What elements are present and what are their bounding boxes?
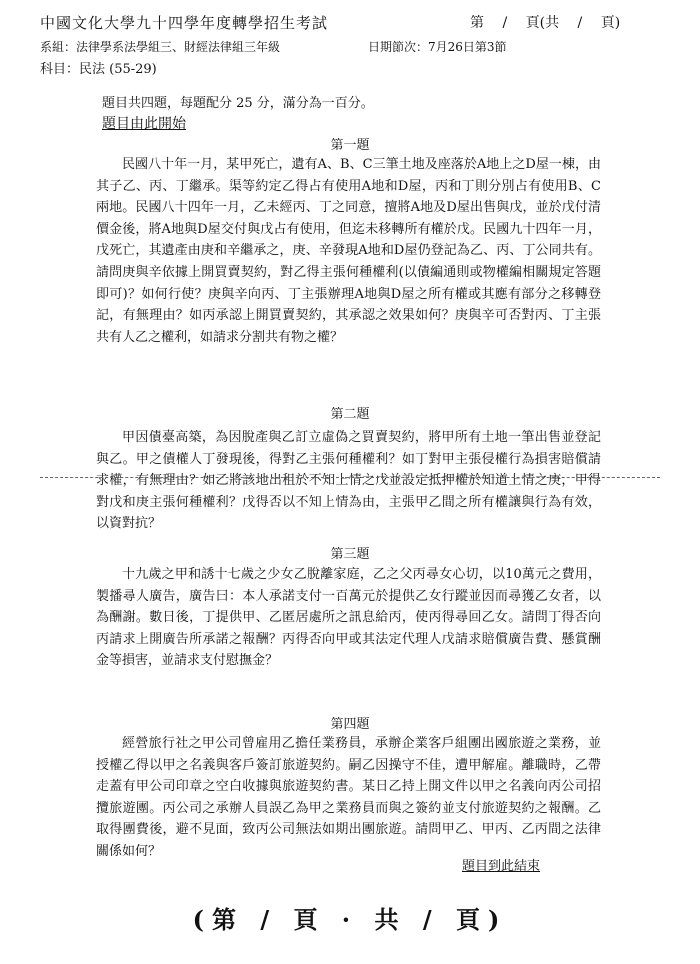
question-3-title: 第三題 bbox=[330, 547, 370, 562]
scoring-note: 題目共四題，每題配分 25 分，滿分為一百分。 bbox=[102, 96, 374, 111]
scan-artifact-line bbox=[40, 477, 660, 478]
date-period-label: 日期節次：7月26日第3節 bbox=[368, 40, 507, 54]
page-indicator: 第 / 頁(共 / 頁) bbox=[470, 15, 621, 31]
question-3-text: 十九歲之甲和誘十七歲之少女乙脫離家庭，乙之父丙尋女心切，以10萬元之費用，製播尋人廣告，廣告曰：本人承諾支付一百萬元於提供乙女行蹤並因而尋獲乙女者，以為酬謝。數日後，丁提供甲、乙匿居處所之訊息給丙，使丙得尋回乙女。請問丁得否向丙請求上開廣告所承諾之報酬？丙得否向甲或其法定代理人戊請求賠償廣告費、懸賞酬金等損害，並請求支付慰撫金？ bbox=[96, 567, 601, 669]
subject-label: 科目：民法 (55-29) bbox=[40, 62, 157, 77]
department-label: 系組：法律學系法學組三、財經法律組三年級 bbox=[40, 40, 281, 54]
question-1-text: 民國八十年一月，某甲死亡，遺有A、B、C三筆土地及座落於A地上之D屋一棟，由其子乙、丙、丁繼承。渠等約定乙得占有使用A地和D屋，丙和丁則分別占有使用B、C兩地。民國八十四年一月，乙未經丙、丁之同意，擅將A地及D屋出售與戊，並於戊付清價金後，將A地與D屋交付與戊占有使用，但迄未移轉所有權於戊。民國九十四年一月，戊死亡，其遺產由庚和辛繼承之，庚、辛發現A地和D屋仍登記為乙、丙、丁公同共有。請問庚與辛依據上開買賣契約，對乙得主張何種權利(以債編通則或物權編相關規定答題即可)？如何行使？庚與辛向丙、丁主張辦理A地與D屋之所有權或其應有部分之移轉登記，有無理由？如丙承認上開買賣契約，其承認之效果如何？庚與辛可否對丙、丁主張共有人乙之權利，如請求分割共有物之權？ bbox=[96, 157, 601, 345]
exam-title: 中國文化大學九十四學年度轉學招生考試 bbox=[40, 14, 329, 32]
page-footer: (第 / 頁 · 共 / 頁) bbox=[192, 905, 508, 934]
question-4-text: 經營旅行社之甲公司曾雇用乙擔任業務員，承辦企業客戶組團出國旅遊之業務，並授權乙得以甲之名義與客戶簽訂旅遊契約。嗣乙因操守不佳，遭甲解雇。離職時，乙帶走蓋有甲公司印章之空白收據與旅遊契約書。某日乙持上開文件以甲之名義向丙公司招攬旅遊團。丙公司之承辦人員誤乙為甲之業務員而與之簽約並支付旅遊契約之報酬。乙取得團費後，避不見面，致丙公司無法如期出團旅遊。請問甲乙、甲丙、乙丙間之法律關係如何？ bbox=[96, 736, 601, 859]
question-4-title: 第四題 bbox=[330, 717, 370, 732]
end-marker: 題目到此結束 bbox=[462, 859, 541, 874]
start-marker: 題目由此開始 bbox=[102, 116, 186, 132]
question-2-title: 第二題 bbox=[330, 407, 370, 422]
question-2-text: 甲因債臺高築，為因脫產與乙訂立虛偽之買賣契約，將甲所有土地一筆出售並登記與乙。甲之債權人丁發現後，得對乙主張何種權利？如丁對甲主張侵權行為損害賠償請求權，有無理由？如乙將該地出租於不知上情之戊並設定抵押權於知道上情之庚，甲得對戊和庚主張何種權利？戊得否以不知上情為由，主張甲乙間之所有權讓與行為有效，以資對抗？ bbox=[96, 430, 601, 532]
question-1-title: 第一題 bbox=[330, 138, 370, 153]
